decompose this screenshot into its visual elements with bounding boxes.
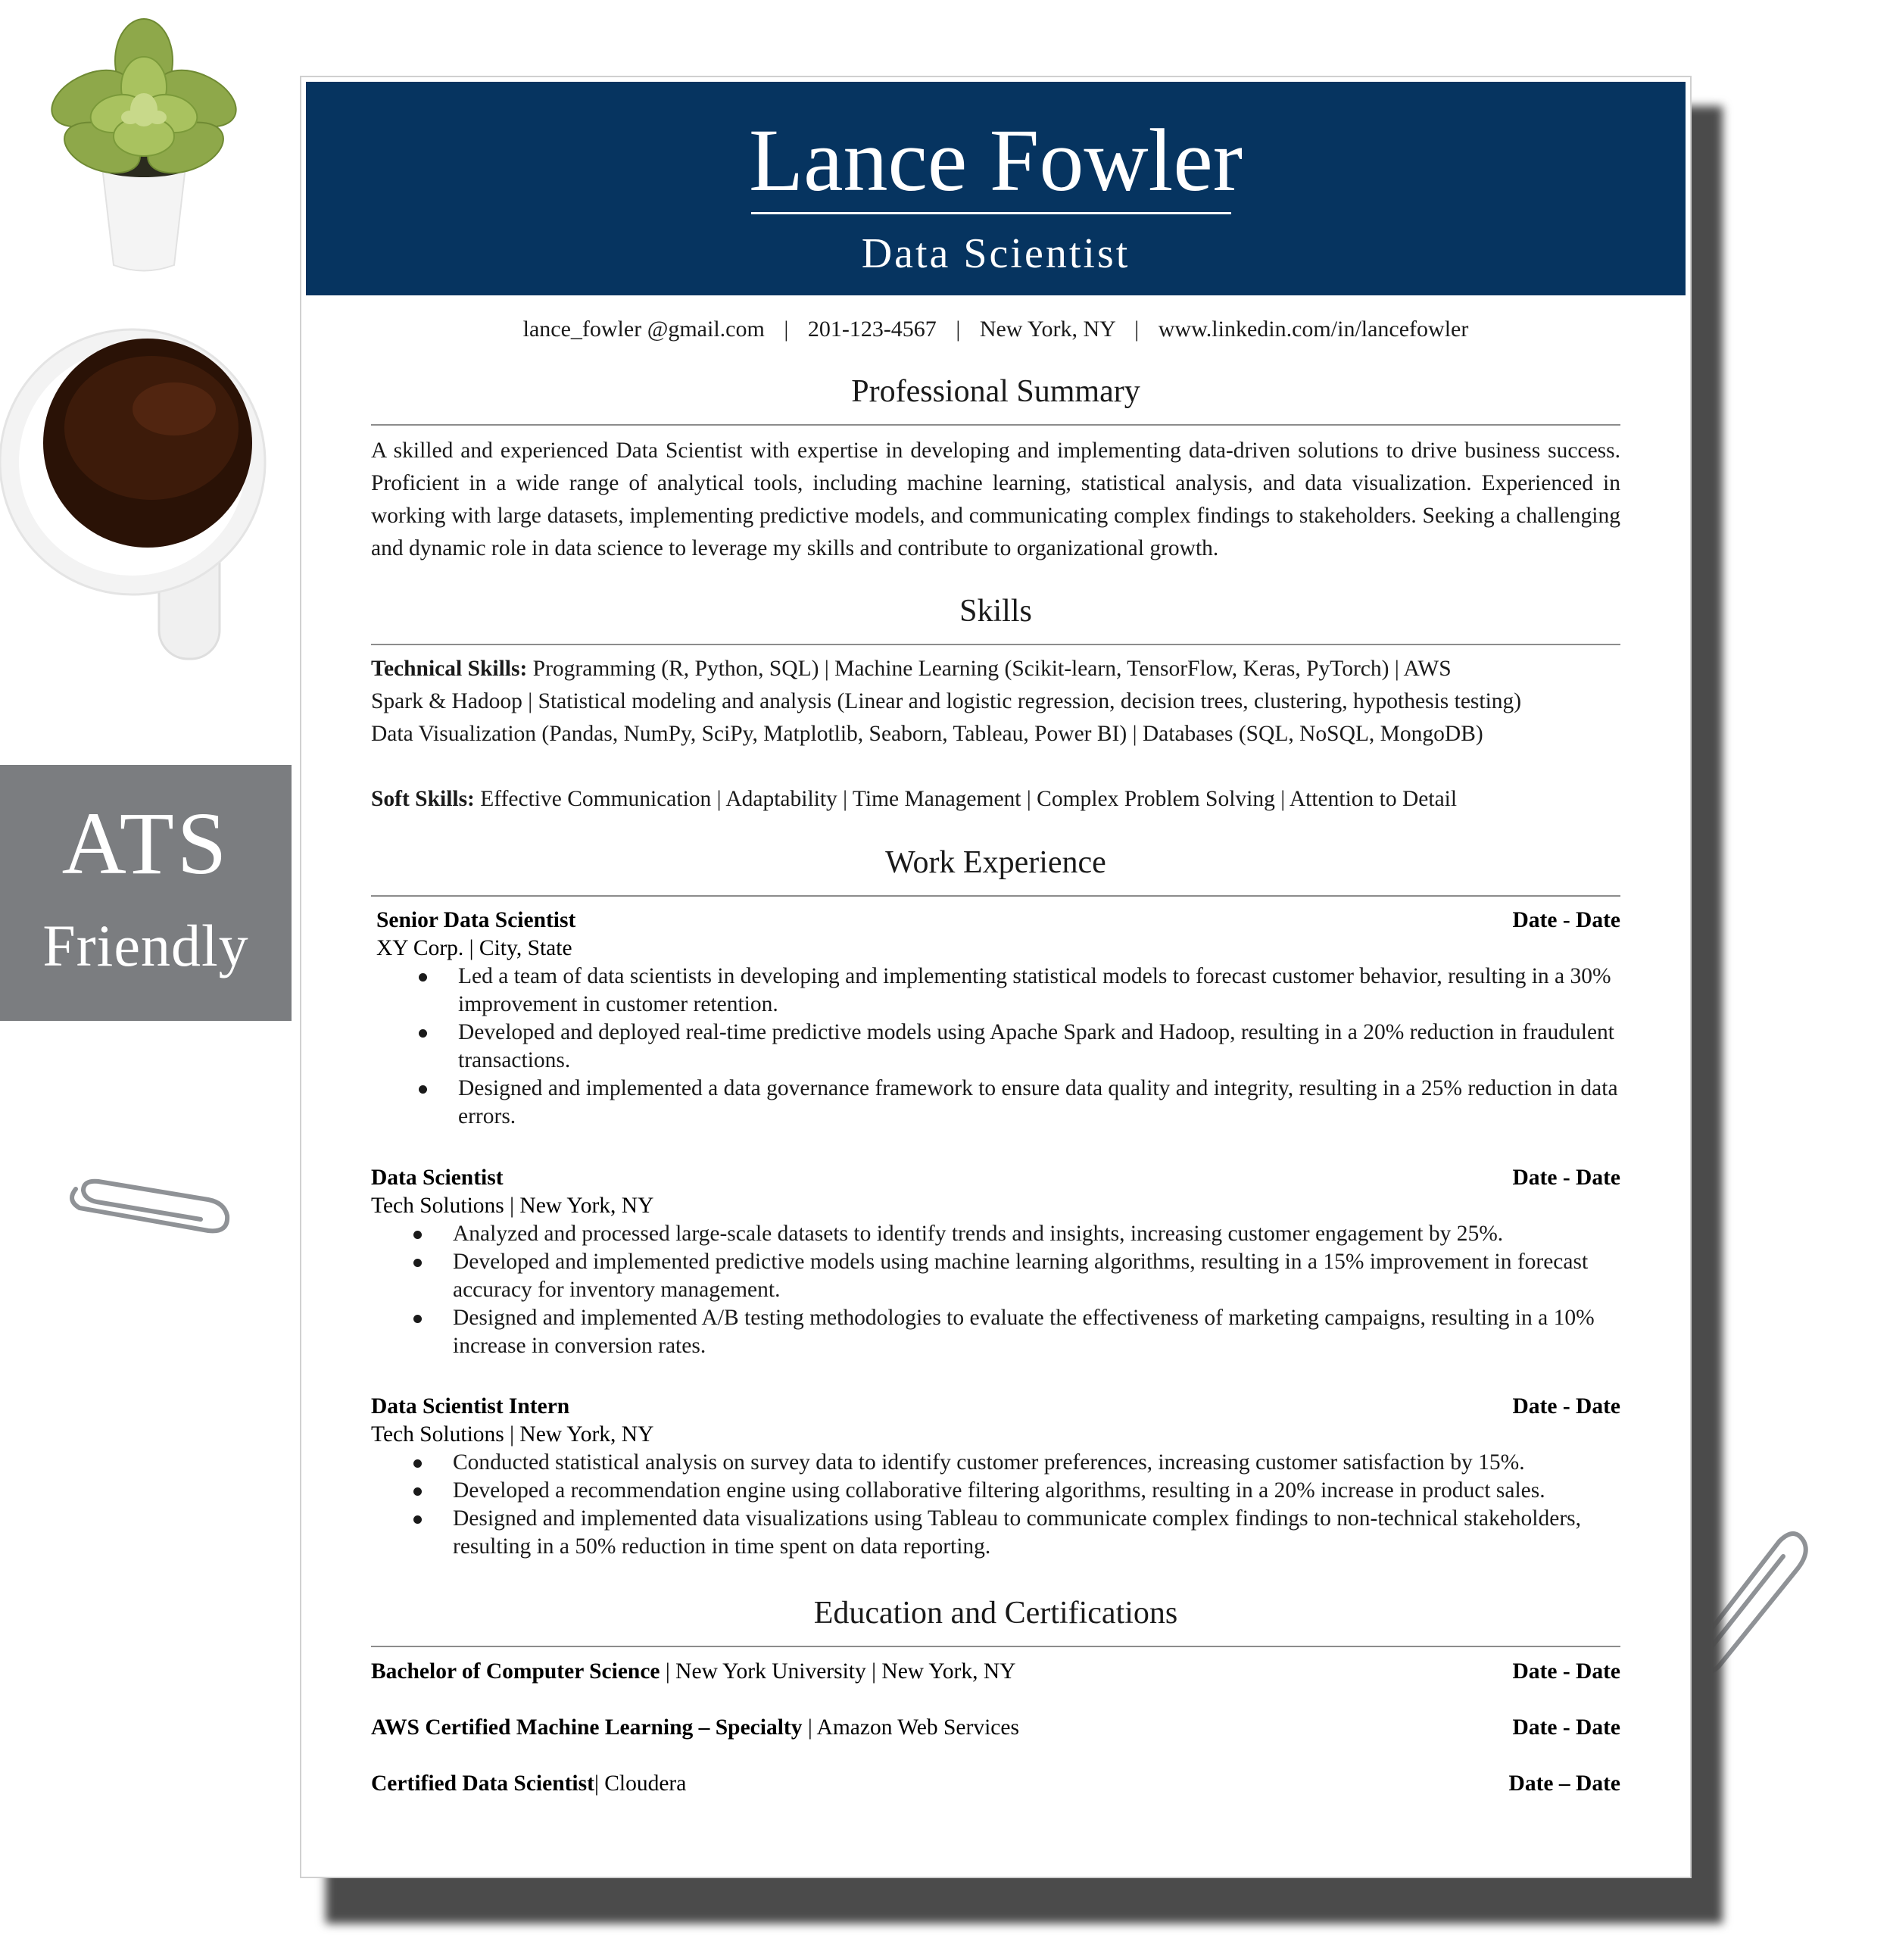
- job-entry: [376, 907, 1620, 1131]
- job-bullet: Conducted statistical analysis on survey data to identify customer preferences, increasing customer satisfaction by 15%.: [371, 1449, 1620, 1477]
- technical-skills-line-2: Spark & Hadoop | Statistical modeling and analysis (Linear and logistic regression, decision trees, clustering, hypothesis testing): [371, 689, 1522, 713]
- education-item: [371, 1656, 1620, 1687]
- coffee-cup-icon: [0, 303, 273, 697]
- contact-location: New York, NY: [979, 317, 1115, 342]
- succulent-plant-icon: [30, 15, 257, 273]
- education-name: Bachelor of Computer Science: [371, 1659, 660, 1684]
- job-title: Data Scientist Intern: [371, 1394, 570, 1419]
- job-bullets: [371, 1449, 1620, 1561]
- education-item: [371, 1768, 1620, 1799]
- job-date: Date - Date: [1512, 1166, 1620, 1190]
- education-date: Date - Date: [1512, 1659, 1620, 1684]
- contact-separator: |: [956, 317, 961, 342]
- education-heading: Education and Certifications: [813, 1596, 1178, 1631]
- job-title: Senior Data Scientist: [376, 908, 576, 932]
- education-detail: | Cloudera: [594, 1771, 687, 1796]
- education-date: Date – Date: [1508, 1771, 1620, 1796]
- job-entry: [371, 1164, 1620, 1360]
- contact-phone: 201-123-4567: [807, 317, 937, 342]
- job-entry: [371, 1393, 1620, 1561]
- contact-separator: |: [784, 317, 789, 342]
- section-divider: [371, 1646, 1620, 1647]
- resume-header-banner: [306, 82, 1686, 295]
- name-divider: [751, 212, 1231, 214]
- contact-linkedin: www.linkedin.com/in/lancefowler: [1158, 317, 1469, 342]
- ats-friendly-badge: [0, 765, 292, 1021]
- soft-skills-label: Soft Skills:: [371, 787, 475, 811]
- job-date: Date - Date: [1512, 908, 1620, 932]
- education-item: [371, 1712, 1620, 1743]
- job-company: Tech Solutions | New York, NY: [371, 1422, 654, 1447]
- experience-heading: Work Experience: [885, 845, 1106, 880]
- job-bullet: Designed and implemented A/B testing methodologies to evaluate the effectiveness of marketing campaigns, resulting in a 10% increase in conversion rates.: [371, 1304, 1620, 1360]
- job-bullet: Developed a recommendation engine using collaborative filtering algorithms, resulting in a 20% increase in product sales.: [371, 1477, 1620, 1505]
- section-divider: [371, 644, 1620, 645]
- paperclip-icon: [61, 1166, 235, 1242]
- contact-separator: |: [1134, 317, 1140, 342]
- job-bullet: Designed and implemented a data governance framework to ensure data quality and integrity, resulting in a 25% reduction in data errors.: [376, 1075, 1620, 1131]
- badge-subtitle: Friendly: [42, 913, 249, 978]
- job-company: Tech Solutions | New York, NY: [371, 1194, 654, 1218]
- technical-skills-label: Technical Skills:: [371, 657, 528, 681]
- education-detail: | New York University | New York, NY: [660, 1659, 1016, 1684]
- job-bullet: Led a team of data scientists in developing and implementing statistical models to forecast customer behavior, resulting in a 30% improvement in customer retention.: [376, 963, 1620, 1019]
- education-name: Certified Data Scientist: [371, 1771, 594, 1796]
- job-company: XY Corp. | City, State: [376, 936, 572, 960]
- education-date: Date - Date: [1512, 1715, 1620, 1740]
- summary-heading: Professional Summary: [851, 374, 1140, 409]
- technical-skills-text: Programming (R, Python, SQL) | Machine Learning (Scikit-learn, TensorFlow, Keras, PyTorch) | AWS: [532, 657, 1452, 681]
- section-divider: [371, 895, 1620, 897]
- job-bullet: Designed and implemented data visualizations using Tableau to communicate complex findings to non-technical stakeholders, resulting in a 50% reduction in time spent on data reporting.: [371, 1505, 1620, 1561]
- job-bullet: Developed and deployed real-time predictive models using Apache Spark and Hadoop, resulting in a 20% reduction in fraudulent transactions.: [376, 1019, 1620, 1075]
- contact-line: [301, 317, 1690, 342]
- education-detail: | Amazon Web Services: [802, 1715, 1019, 1740]
- candidate-name: Lance Fowler: [749, 111, 1243, 210]
- job-date: Date - Date: [1512, 1394, 1620, 1419]
- soft-skills-text: Effective Communication | Adaptability | Time Management | Complex Problem Solving | Attention to Detail: [480, 787, 1458, 811]
- education-name: AWS Certified Machine Learning – Specialty: [371, 1715, 803, 1740]
- job-bullet: Developed and implemented predictive models using machine learning algorithms, resulting in a 15% improvement in forecast accuracy for inventory management.: [371, 1248, 1620, 1304]
- badge-title: ATS: [61, 794, 230, 893]
- soft-skills-line: [371, 783, 1629, 816]
- job-bullets: [376, 963, 1620, 1131]
- candidate-role: Data Scientist: [861, 230, 1130, 277]
- resume-page: [300, 76, 1692, 1878]
- job-title: Data Scientist: [371, 1166, 504, 1190]
- contact-email: lance_fowler @gmail.com: [522, 317, 765, 342]
- job-bullets: [371, 1220, 1620, 1360]
- section-divider: [371, 424, 1620, 426]
- job-bullet: Analyzed and processed large-scale datasets to identify trends and insights, increasing customer engagement by 25%.: [371, 1220, 1620, 1248]
- summary-text: A skilled and experienced Data Scientist with expertise in developing and implementing data-driven solutions to drive business success. Proficient in a wide range of analytical tools, including machine learning, statistical analysis, and data visualization. Experienced in working with large datasets, implementing predictive models, and communicating complex findings to stakeholders. Seeking a challenging and dynamic role in data science to leverage my skills and contribute to organizational growth.: [371, 439, 1620, 560]
- skills-heading: Skills: [959, 594, 1032, 629]
- technical-skills-line-3: Data Visualization (Pandas, NumPy, SciPy, Matplotlib, Seaborn, Tableau, Power BI) | Databases (SQL, NoSQL, MongoDB): [371, 722, 1483, 746]
- technical-skills-line-1: [371, 653, 1629, 685]
